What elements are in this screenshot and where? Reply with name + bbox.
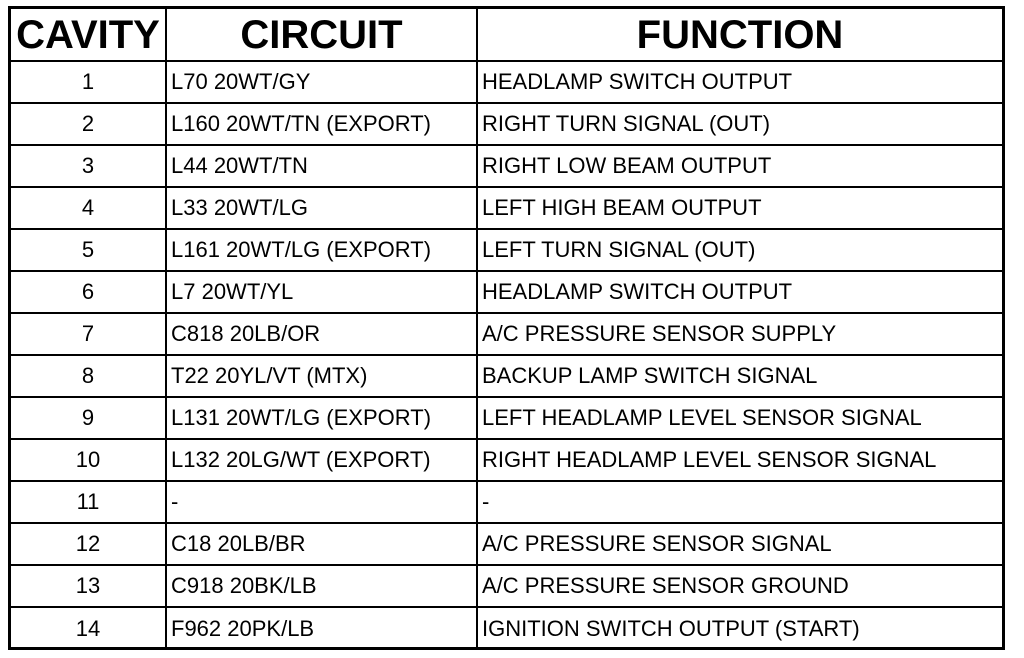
- header-function: FUNCTION: [477, 9, 1002, 61]
- circuit-cell: C918 20BK/LB: [166, 565, 477, 607]
- header-cavity: CAVITY: [11, 9, 166, 61]
- cavity-cell: 5: [11, 229, 166, 271]
- connector-pinout-table: [11, 9, 1002, 649]
- cavity-cell: 6: [11, 271, 166, 313]
- function-cell: LEFT HEADLAMP LEVEL SENSOR SIGNAL: [477, 397, 1002, 439]
- circuit-cell: F962 20PK/LB: [166, 607, 477, 649]
- table-row: [11, 313, 1002, 355]
- circuit-cell: T22 20YL/VT (MTX): [166, 355, 477, 397]
- table-row: [11, 565, 1002, 607]
- cavity-cell: 12: [11, 523, 166, 565]
- function-cell: RIGHT TURN SIGNAL (OUT): [477, 103, 1002, 145]
- circuit-cell: -: [166, 481, 477, 523]
- connector-pinout-sheet: [8, 6, 1005, 650]
- table-header: [11, 9, 1002, 61]
- function-cell: LEFT TURN SIGNAL (OUT): [477, 229, 1002, 271]
- function-cell: RIGHT HEADLAMP LEVEL SENSOR SIGNAL: [477, 439, 1002, 481]
- function-cell: RIGHT LOW BEAM OUTPUT: [477, 145, 1002, 187]
- circuit-cell: L131 20WT/LG (EXPORT): [166, 397, 477, 439]
- function-cell: BACKUP LAMP SWITCH SIGNAL: [477, 355, 1002, 397]
- function-cell: A/C PRESSURE SENSOR GROUND: [477, 565, 1002, 607]
- function-cell: IGNITION SWITCH OUTPUT (START): [477, 607, 1002, 649]
- table-row: [11, 103, 1002, 145]
- circuit-cell: L70 20WT/GY: [166, 61, 477, 103]
- circuit-cell: L161 20WT/LG (EXPORT): [166, 229, 477, 271]
- header-row: [11, 9, 1002, 61]
- table-row: [11, 61, 1002, 103]
- cavity-cell: 10: [11, 439, 166, 481]
- table-row: [11, 523, 1002, 565]
- cavity-cell: 3: [11, 145, 166, 187]
- cavity-cell: 11: [11, 481, 166, 523]
- circuit-cell: L33 20WT/LG: [166, 187, 477, 229]
- table-row: [11, 607, 1002, 649]
- cavity-cell: 13: [11, 565, 166, 607]
- table-row: [11, 229, 1002, 271]
- circuit-cell: C18 20LB/BR: [166, 523, 477, 565]
- circuit-cell: C818 20LB/OR: [166, 313, 477, 355]
- function-cell: A/C PRESSURE SENSOR SUPPLY: [477, 313, 1002, 355]
- function-cell: HEADLAMP SWITCH OUTPUT: [477, 271, 1002, 313]
- table-row: [11, 187, 1002, 229]
- function-cell: HEADLAMP SWITCH OUTPUT: [477, 61, 1002, 103]
- header-circuit: CIRCUIT: [166, 9, 477, 61]
- cavity-cell: 1: [11, 61, 166, 103]
- circuit-cell: L7 20WT/YL: [166, 271, 477, 313]
- table-row: [11, 355, 1002, 397]
- table-row: [11, 271, 1002, 313]
- function-cell: LEFT HIGH BEAM OUTPUT: [477, 187, 1002, 229]
- cavity-cell: 2: [11, 103, 166, 145]
- cavity-cell: 8: [11, 355, 166, 397]
- cavity-cell: 14: [11, 607, 166, 649]
- circuit-cell: L160 20WT/TN (EXPORT): [166, 103, 477, 145]
- circuit-cell: L132 20LG/WT (EXPORT): [166, 439, 477, 481]
- function-cell: -: [477, 481, 1002, 523]
- table-row: [11, 145, 1002, 187]
- table-body: [11, 61, 1002, 649]
- cavity-cell: 4: [11, 187, 166, 229]
- function-cell: A/C PRESSURE SENSOR SIGNAL: [477, 523, 1002, 565]
- cavity-cell: 7: [11, 313, 166, 355]
- table-row: [11, 439, 1002, 481]
- circuit-cell: L44 20WT/TN: [166, 145, 477, 187]
- table-row: [11, 397, 1002, 439]
- cavity-cell: 9: [11, 397, 166, 439]
- table-row: [11, 481, 1002, 523]
